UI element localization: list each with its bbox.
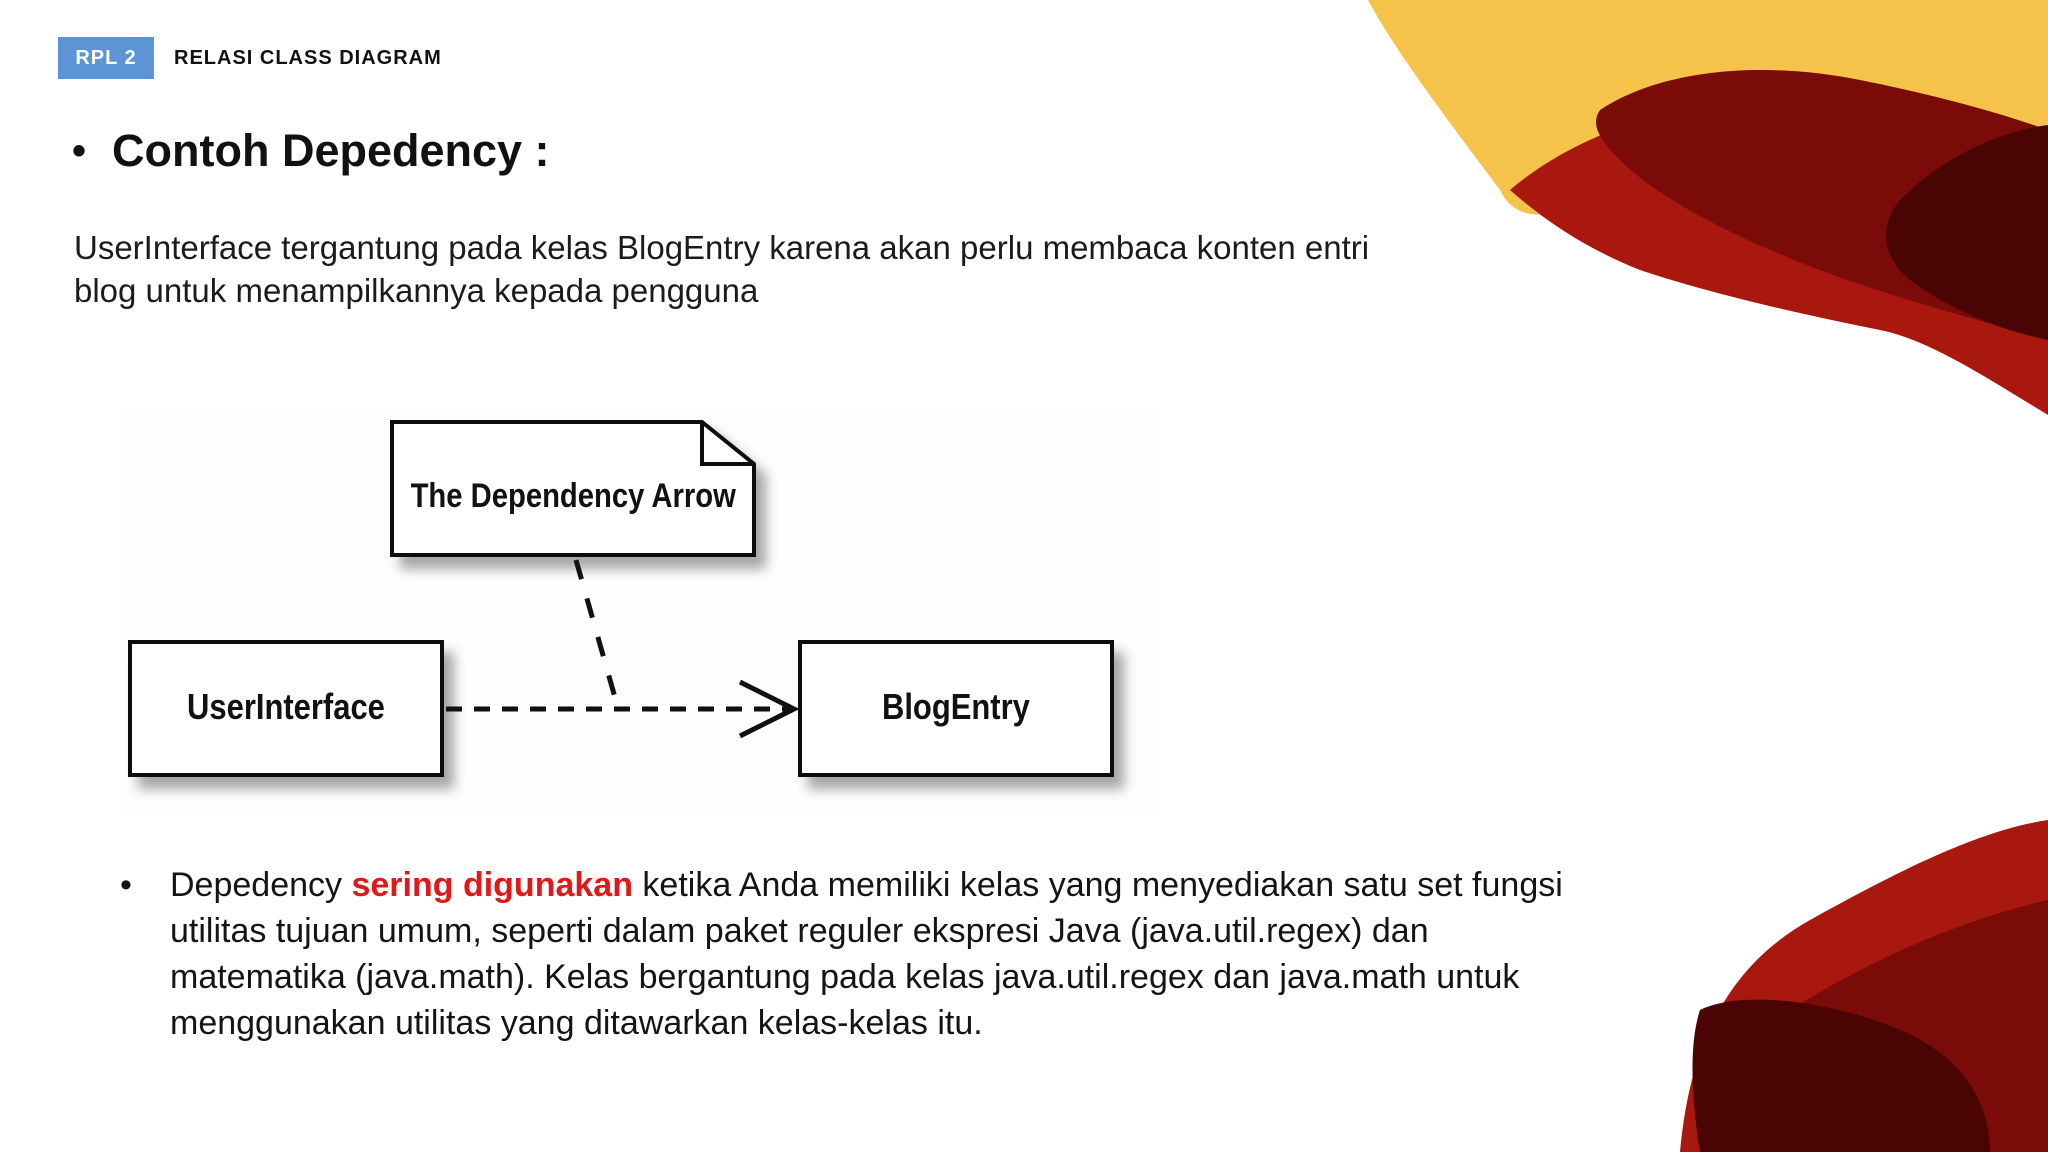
intro-line-1: UserInterface tergantung pada kelas BlogEntry karena akan perlu membaca konten entri xyxy=(74,229,1370,266)
body-text-before: Depedency xyxy=(170,866,352,904)
deco-darker-shape-top xyxy=(1886,125,2048,340)
deco-red-shape-bottom xyxy=(1680,820,2048,1152)
dependency-diagram xyxy=(120,410,1160,810)
body-paragraph xyxy=(120,862,1600,1046)
note-label: The Dependency Arrow xyxy=(410,475,736,515)
note-connector xyxy=(576,560,618,708)
page-title-text: Contoh Depedency : xyxy=(112,125,550,176)
deco-dark-shape-bottom xyxy=(1700,900,2048,1152)
intro-text xyxy=(74,226,1474,312)
deco-darker-shape-bottom xyxy=(1693,1000,1991,1152)
deco-dark-shape-top xyxy=(1596,70,2048,340)
page-title xyxy=(72,125,550,177)
body-bullet: • xyxy=(120,866,132,904)
body-text-content xyxy=(170,862,1600,1046)
slide-header xyxy=(58,37,442,79)
section-title: RELASI CLASS DIAGRAM xyxy=(174,46,442,69)
intro-line-2: blog untuk menampilkannya kepada pengguna xyxy=(74,272,759,309)
source-class-label: UserInterface xyxy=(187,687,385,728)
deco-red-shape-top xyxy=(1510,98,2048,415)
course-badge: RPL 2 xyxy=(58,37,154,79)
body-text-after: ketika Anda memiliki kelas yang menyediakan satu set fungsi utilitas tujuan umum, seperti dalam paket reguler ekspresi Java (java.util.regex) dan matematika (java.math). Kelas bergantung pada kelas java.util.regex dan java.math untuk menggunakan utilitas yang ditawarkan kelas-kelas itu. xyxy=(170,866,1563,1042)
title-bullet: • xyxy=(72,128,87,173)
target-class-label: BlogEntry xyxy=(881,687,1030,728)
deco-yellow-shape xyxy=(1368,0,2048,215)
body-highlight: sering digunakan xyxy=(351,866,633,904)
